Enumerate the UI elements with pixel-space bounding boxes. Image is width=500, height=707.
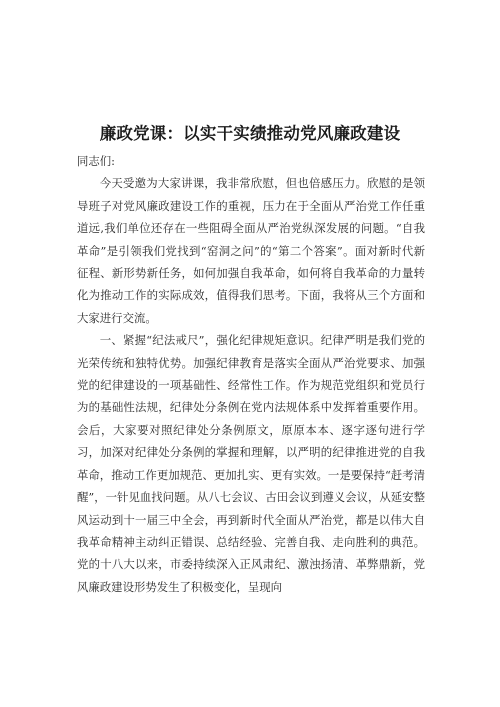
paragraph-intro: 今天受邀为大家讲课，我非常欣慰，但也倍感压力。欣慰的是领导班子对党风廉政建设工作的重视，压力在于全面从严治党工作任重道远,我们单位还存在一些阻碍全面从严治党纵深发展的问题。“自我革命”是引领我们党找到“窑洞之问”的“第二个答案”。面对新时代新征程、新形势新任务，如何加强自我革命，如何将自我革命的力量转化为推动工作的实际成效，值得我们思考。下面，我将从三个方面和大家进行交流。 [77, 176, 425, 325]
greeting: 同志们: [77, 154, 116, 168]
document-title: 廉政党课：以实干实绩推动党风廉政建设 [99, 124, 401, 143]
document-body [77, 150, 425, 598]
paragraph-section-one: 一、紧握“纪法戒尺”，强化纪律规矩意识。纪律严明是我们党的光荣传统和独特优势。加强纪律教育是落实全面从严治党要求、加强党的纪律建设的一项基础性、经常性工作。作为规范党组织和党员行为的基础性法规，纪律处分条例在党内法规体系中发挥着重要作用。会后，大家要对照纪律处分条例原文，原原本本、逐字逐句进行学习，加深对纪律处分条例的掌握和理解，以严明的纪律推进党的自我革命，推动工作更加规范、更加扎实、更有实效。一是要保持“赶考清醒”，一针见血找问题。从八七会议、古田会议到遵义会议，从延安整风运动到十一届三中全会，再到新时代全面从严治党，都是以伟大自我革命精神主动纠正错误、总结经验、完善自我、走向胜利的典范。党的十八大以来，市委持续深入正风肃纪、激浊扬清、革弊鼎新，党风廉政建设形势发生了积极变化，呈现向 [77, 333, 425, 594]
